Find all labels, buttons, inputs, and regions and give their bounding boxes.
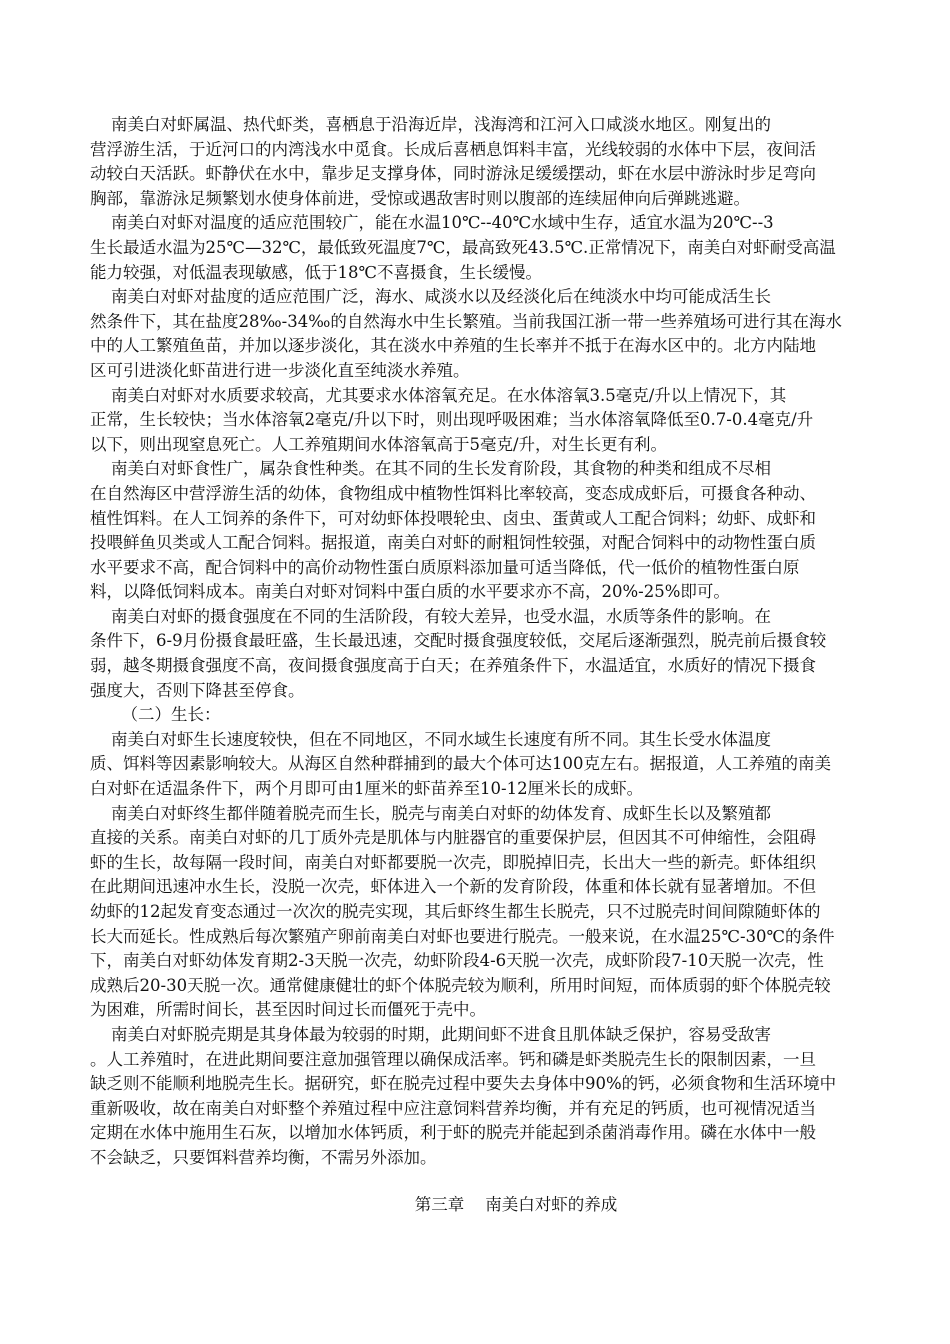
- text-line: 南美白对虾生长速度较快，但在不同地区，不同水域生长速度有所不同。其生长受水体温度: [90, 729, 771, 749]
- paragraph-growth-heading: [90, 703, 942, 728]
- text-line: 成熟后20-30天脱一次。通常健康健壮的虾个体脱壳较为顺利，所用时间短，而体质弱的虾个体脱壳较: [90, 975, 831, 995]
- text-line: 南美白对虾食性广，属杂食性种类。在其不同的生长发育阶段，其食物的种类和组成不尽相: [90, 459, 771, 479]
- paragraph-feeding-intensity: [90, 605, 942, 703]
- text-line: 然条件下，其在盐度28‰-34‰的自然海水中生长繁殖。当前我国江浙一带一些养殖场可进行其在海水: [90, 311, 842, 331]
- paragraph-diet: [90, 457, 942, 605]
- text-line: 营浮游生活，于近河口的内湾浅水中觅食。长成后喜栖息饵料丰富，光线较弱的水体中下层，夜间活: [90, 139, 816, 159]
- text-line: 缺乏则不能顺利地脱壳生长。据研究，虾在脱壳过程中要失去身体中90%的钙，必须食物和生活环境中: [90, 1074, 837, 1094]
- text-line: 水平要求不高，配合饲料中的高价动物性蛋白质原料添加量可适当降低，代一低价的植物性蛋白原: [90, 557, 800, 577]
- text-line: 在此期间迅速冲水生长，没脱一次壳，虾体进入一个新的发育阶段，体重和体长就有显著增加。不但: [90, 877, 816, 897]
- paragraph-molting: [90, 802, 942, 1023]
- text-line: 在自然海区中营浮游生活的幼体，食物组成中植物性饵料比率较高，变态成成虾后，可摄食各种动、: [90, 483, 816, 503]
- text-line: 植性饵料。在人工饲养的条件下，可对幼虾体投喂轮虫、卤虫、蛋黄或人工配合饲料；幼虾、成虾和: [90, 508, 816, 528]
- text-line: 白对虾在适温条件下，两个月即可由1厘米的虾苗养至10-12厘米长的成虾。: [90, 779, 644, 799]
- text-line: 。人工养殖时，在进此期间要注意加强管理以确保成活率。钙和磷是虾类脱壳生长的限制因素，一旦: [90, 1049, 816, 1069]
- chapter-heading: 第三章 南美白对虾的养成: [414, 1194, 618, 1214]
- text-line: 南美白对虾对温度的适应范围较广，能在水温10℃--40℃水域中生存，适宜水温为20℃--3: [90, 213, 774, 233]
- text-line: 虾的生长，故每隔一段时间，南美白对虾都要脱一次壳，即脱掉旧壳，长出大一些的新壳。虾体组织: [90, 852, 816, 872]
- text-line: 中的人工繁殖鱼苗，并加以逐步淡化，其在淡水中养殖的生长率并不抵于在海水区中的。北方内陆地: [90, 336, 816, 356]
- text-line: 定期在水体中施用生石灰，以增加水体钙质，利于虾的脱壳并能起到杀菌消毒作用。磷在水体中一般: [90, 1123, 816, 1143]
- paragraph-growth-speed: [90, 728, 942, 802]
- text-line: 南美白对虾脱壳期是其身体最为较弱的时期，此期间虾不进食且肌体缺乏保护，容易受敌害: [90, 1024, 771, 1044]
- text-line: 重新吸收，故在南美白对虾整个养殖过程中应注意饲料营养均衡，并有充足的钙质，也可视情况适当: [90, 1098, 816, 1118]
- text-line: 生长最适水温为25℃—32℃，最低致死温度7℃，最高致死43.5℃.正常情况下，南美白对虾耐受高温: [90, 237, 836, 257]
- text-line: 直接的关系。南美白对虾的几丁质外壳是肌体与内脏器官的重要保护层，但因其不可伸缩性，会阻碍: [90, 828, 816, 848]
- text-line: 动较白天活跃。虾静伏在水中，靠步足支撑身体，同时游泳足缓缓摆动，虾在水层中游泳时步足弯向: [90, 164, 816, 184]
- text-line: 南美白对虾属温、热代虾类，喜栖息于沿海近岸，浅海湾和江河入口咸淡水地区。刚复出的: [90, 115, 771, 134]
- text-line: （二）生长：: [90, 705, 221, 725]
- text-line: 南美白对虾的摄食强度在不同的生活阶段，有较大差异，也受水温，水质等条件的影响。在: [90, 606, 771, 626]
- text-line: 区可引进淡化虾苗进行进一步淡化直至纯淡水养殖。: [90, 360, 470, 380]
- text-line: 不会缺乏，只要饵料营养均衡，不需另外添加。: [90, 1147, 437, 1167]
- text-line: 能力较强，对低温表现敏感，低于18℃不喜摄食，生长缓慢。: [90, 262, 542, 282]
- text-line: 质、饵料等因素影响较大。从海区自然种群捕到的最大个体可达100克左右。据报道，人工养殖的南美: [90, 754, 831, 774]
- text-line: 强度大，否则下降甚至停食。: [90, 680, 305, 700]
- text-line: 弱，越冬期摄食强度不高，夜间摄食强度高于白天；在养殖条件下，水温适宜，水质好的情况下摄食: [90, 656, 816, 676]
- text-line: 幼虾的12起发育变态通过一次次的脱壳实现，其后虾终生都生长脱壳，只不过脱壳时间间隙随虾体的: [90, 902, 821, 921]
- text-line: 南美白对虾对盐度的适应范围广泛，海水、咸淡水以及经淡化后在纯淡水中均可能成活生长: [90, 287, 771, 307]
- text-line: 胸部，靠游泳足频繁划水使身体前进，受惊或遇敌害时则以腹部的连续屈伸向后弹跳逃避。: [90, 188, 750, 208]
- text-line: 条件下，6-9月份摄食最旺盛，生长最迅速，交配时摄食强度较低，交尾后逐渐强烈，脱壳前后摄食较: [90, 631, 827, 651]
- text-line: 料，以降低饲料成本。南美白对虾对饲料中蛋白质的水平要求亦不高，20%-25%即可。: [90, 582, 730, 602]
- body-text: [90, 113, 942, 1171]
- text-line: 正常，生长较快；当水体溶氧2毫克/升以下时，则出现呼吸困难；当水体溶氧降低至0.7-0.4毫克/升: [90, 410, 814, 430]
- paragraph-temperature: [90, 211, 942, 285]
- text-line: 投喂鲜鱼贝类或人工配合饲料。据报道，南美白对虾的耐粗饲性较强，对配合饲料中的动物性蛋白质: [90, 533, 816, 553]
- paragraph-salinity: [90, 285, 942, 383]
- paragraph-molting-period: [90, 1023, 942, 1171]
- text-line: 南美白对虾终生都伴随着脱壳而生长，脱壳与南美白对虾的幼体发育、成虾生长以及繁殖都: [90, 803, 771, 823]
- paragraph-water-quality: [90, 384, 942, 458]
- text-line: 下，南美白对虾幼体发育期2-3天脱一次壳，幼虾阶段4-6天脱一次壳，成虾阶段7-10天脱一次壳，性: [90, 951, 824, 971]
- paragraph-habit: [90, 113, 942, 211]
- text-line: 长大而延长。性成熟后每次繁殖产卵前南美白对虾也要进行脱壳。一般来说，在水温25℃-30℃的条件: [90, 926, 835, 946]
- text-line: 以下，则出现窒息死亡。人工养殖期间水体溶氧高于5毫克/升，对生长更有利。: [90, 434, 668, 454]
- text-line: 为困难，所需时间长，甚至因时间过长而僵死于壳中。: [90, 1000, 486, 1020]
- text-line: 南美白对虾对水质要求较高，尤其要求水体溶氧充足。在水体溶氧3.5毫克/升以上情况下，其: [90, 385, 787, 405]
